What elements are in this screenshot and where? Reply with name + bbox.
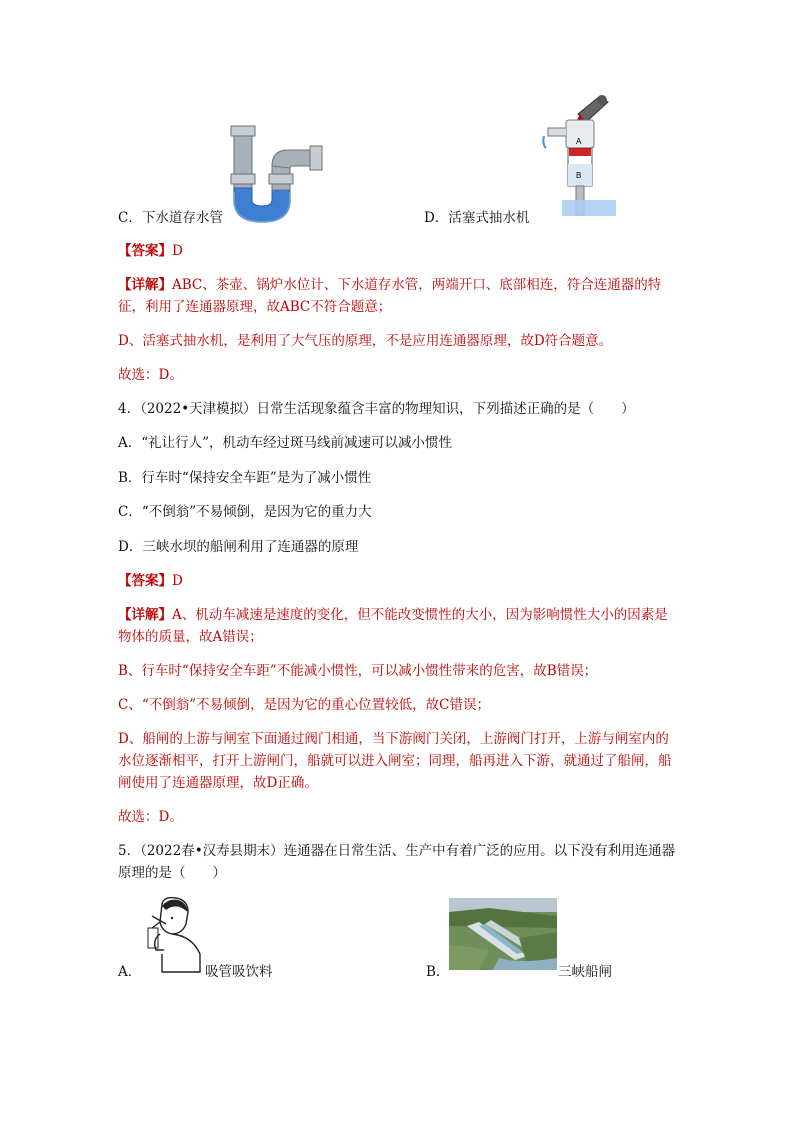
q3-conclusion: 故选：D。 (118, 367, 183, 383)
q4-detail-d: D、船闸的上游与闸室下面通过阀门相通，当下游阀门关闭，上游阀门打开，上游与闸室内的水位逐渐相平，打开上游闸门，船就可以进入闸室；同理，船再进入下游，就通过了船闸，船闸使用了连通器原理，故D正确。 (118, 731, 672, 791)
q4-option-d: D．三峡水坝的船闸利用了连通器的原理 (118, 539, 359, 555)
q5-option-b-letter: B． (426, 964, 450, 980)
q3-detail-1: 【详解】ABC、茶壶、锅炉水位计、下水道存水管，两端开口、底部相连，符合连通器的特征，利用了连通器原理，故ABC不符合题意； (118, 277, 662, 315)
q3-option-c: C．下水道存水管 (118, 210, 223, 226)
drain-trap-figure (222, 122, 334, 228)
three-gorges-lock-figure (449, 898, 557, 970)
pump-label-b: B (576, 171, 582, 180)
q4-option-c: C．“不倒翁”不易倾倒，是因为它的重力大 (118, 504, 372, 520)
q4-detail-a: 【详解】A、机动车减速是速度的变化，但不能改变惯性的大小，因为影响惯性大小的因素是物体的质量，故A错误； (118, 607, 668, 645)
pump-label-a: A (576, 137, 582, 146)
q3-detail-2: D、活塞式抽水机，是利用了大气压的原理，不是应用连通器原理，故D符合题意。 (118, 333, 613, 349)
q4-option-b: B．行车时“保持安全车距”是为了减小惯性 (118, 470, 372, 486)
q3-answer: 【答案】D (118, 243, 183, 259)
q5-option-a-letter: A． (118, 964, 142, 980)
q5-stem: 5．（2022春•汉寿县期末）连通器在日常生活、生产中有着广泛的应用。以下没有利用连通器原理的是（ ） (118, 843, 676, 881)
q4-answer: 【答案】D (118, 573, 183, 589)
q4-detail-c: C、“不倒翁”不易倾倒，是因为它的重心位置较低，故C错误； (118, 697, 490, 713)
q4-detail-b: B、行车时“保持安全车距”不能减小惯性，可以减小惯性带来的危害，故B错误； (118, 663, 598, 679)
boy-drinking-straw-figure (142, 894, 204, 974)
q4-conclusion: 故选：D。 (118, 809, 183, 825)
q4-stem: 4．（2022•天津模拟）日常生活现象蕴含丰富的物理知识，下列描述正确的是（ ） (118, 401, 635, 417)
piston-pump-figure (538, 92, 616, 216)
q3-option-d: D．活塞式抽水机 (424, 210, 530, 226)
q5-option-a-text: 吸管吸饮料 (205, 964, 273, 980)
q4-option-a: A．“礼让行人”，机动车经过斑马线前减速可以减小惯性 (118, 435, 453, 451)
q5-option-b-text: 三峡船闸 (558, 964, 612, 980)
